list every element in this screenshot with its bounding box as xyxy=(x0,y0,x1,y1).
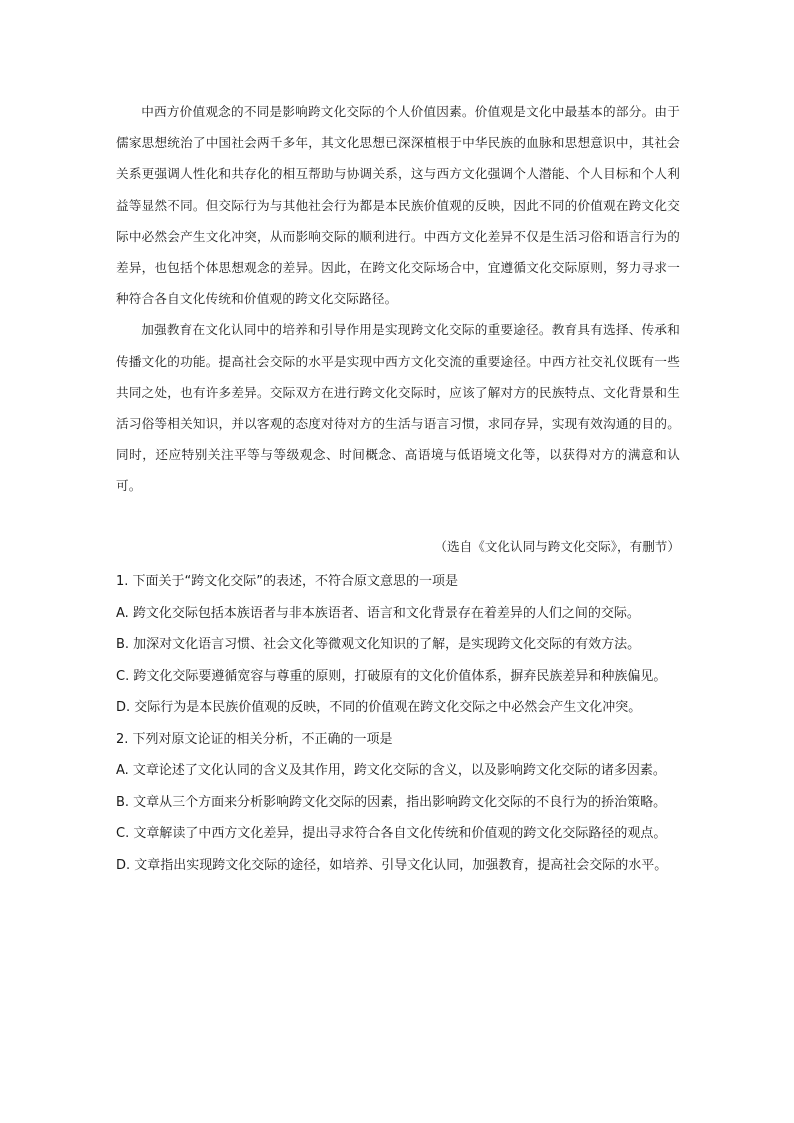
reading-passage xyxy=(116,96,680,502)
question-2-option-d: D. 文章指出实现跨文化交际的途径，如培养、引导文化认同，加强教育，提高社会交际的水平。 xyxy=(116,857,668,873)
question-2-stem: 2. 下列对原文论证的相关分析，不正确的一项是 xyxy=(116,731,393,747)
passage-paragraph-2: 加强教育在文化认同中的培养和引导作用是实现跨文化交际的重要途径。教育具有选择、传承和传播文化的功能。提高社会交际的水平是实现中西方文化交流的重要途径。中西方社交礼仪既有一些共同之处，也有许多差异。交际双方在进行跨文化交际时，应该了解对方的民族特点、文化背景和生活习俗等相关知识，并以客观的态度对待对方的生活与语言习惯，求同存异，实现有效沟通的目的。同时，还应特别关注平等与等级观念、时间概念、高语境与低语境文化等，以获得对方的满意和认可。 xyxy=(116,322,680,494)
question-1-option-d: D. 交际行为是本民族价值观的反映，不同的价值观在跨文化交际之中必然会产生文化冲突。 xyxy=(116,700,642,715)
source-citation: （选自《文化认同与跨文化交际》，有删节） xyxy=(434,539,680,554)
question-1-option-c: C. 跨文化交际要遵循宽容与尊重的原则，打破原有的文化价值体系，摒弃民族差异和种族偏见。 xyxy=(116,668,667,684)
question-2-option-a: A. 文章论述了文化认同的含义及其作用，跨文化交际的含义，以及影响跨文化交际的诸多因素。 xyxy=(116,763,666,778)
question-section xyxy=(116,566,684,881)
question-2-option-c: C. 文章解读了中西方文化差异，提出寻求符合各自文化传统和价值观的跨文化交际路径的观点。 xyxy=(116,826,667,841)
question-1-stem: 1. 下面关于“跨文化交际”的表述，不符合原文意思的一项是 xyxy=(116,574,459,589)
question-1-option-a: A. 跨文化交际包括本族语者与非本族语者、语言和文化背景存在着差异的人们之间的交际。 xyxy=(116,605,640,621)
question-1-option-b: B. 加深对文化语言习惯、社会文化等微观文化知识的了解，是实现跨文化交际的有效方法。 xyxy=(116,637,641,652)
passage-paragraph-1: 中西方价值观念的不同是影响跨文化交际的个人价值因素。价值观是文化中最基本的部分。由于儒家思想统治了中国社会两千多年，其文化思想已深深植根于中华民族的血脉和思想意识中，其社会关系更强调人性化和共存化的相互帮助与协调关系，这与西方文化强调个人潜能、个人目标和个人利益等显然不同。但交际行为与其他社会行为都是本民族价值观的反映，因此不同的价值观在跨文化交际中必然会产生文化冲突，从而影响交际的顺利进行。中西方文化差异不仅是生活习俗和语言行为的差异，也包括个体思想观念的差异。因此，在跨文化交际场合中，宜遵循文化交际原则，努力寻求一种符合各自文化传统和价值观的跨文化交际路径。 xyxy=(116,104,680,307)
question-2-option-b: B. 文章从三个方面来分析影响跨文化交际的因素，指出影响跨文化交际的不良行为的挢治策略。 xyxy=(116,794,667,810)
